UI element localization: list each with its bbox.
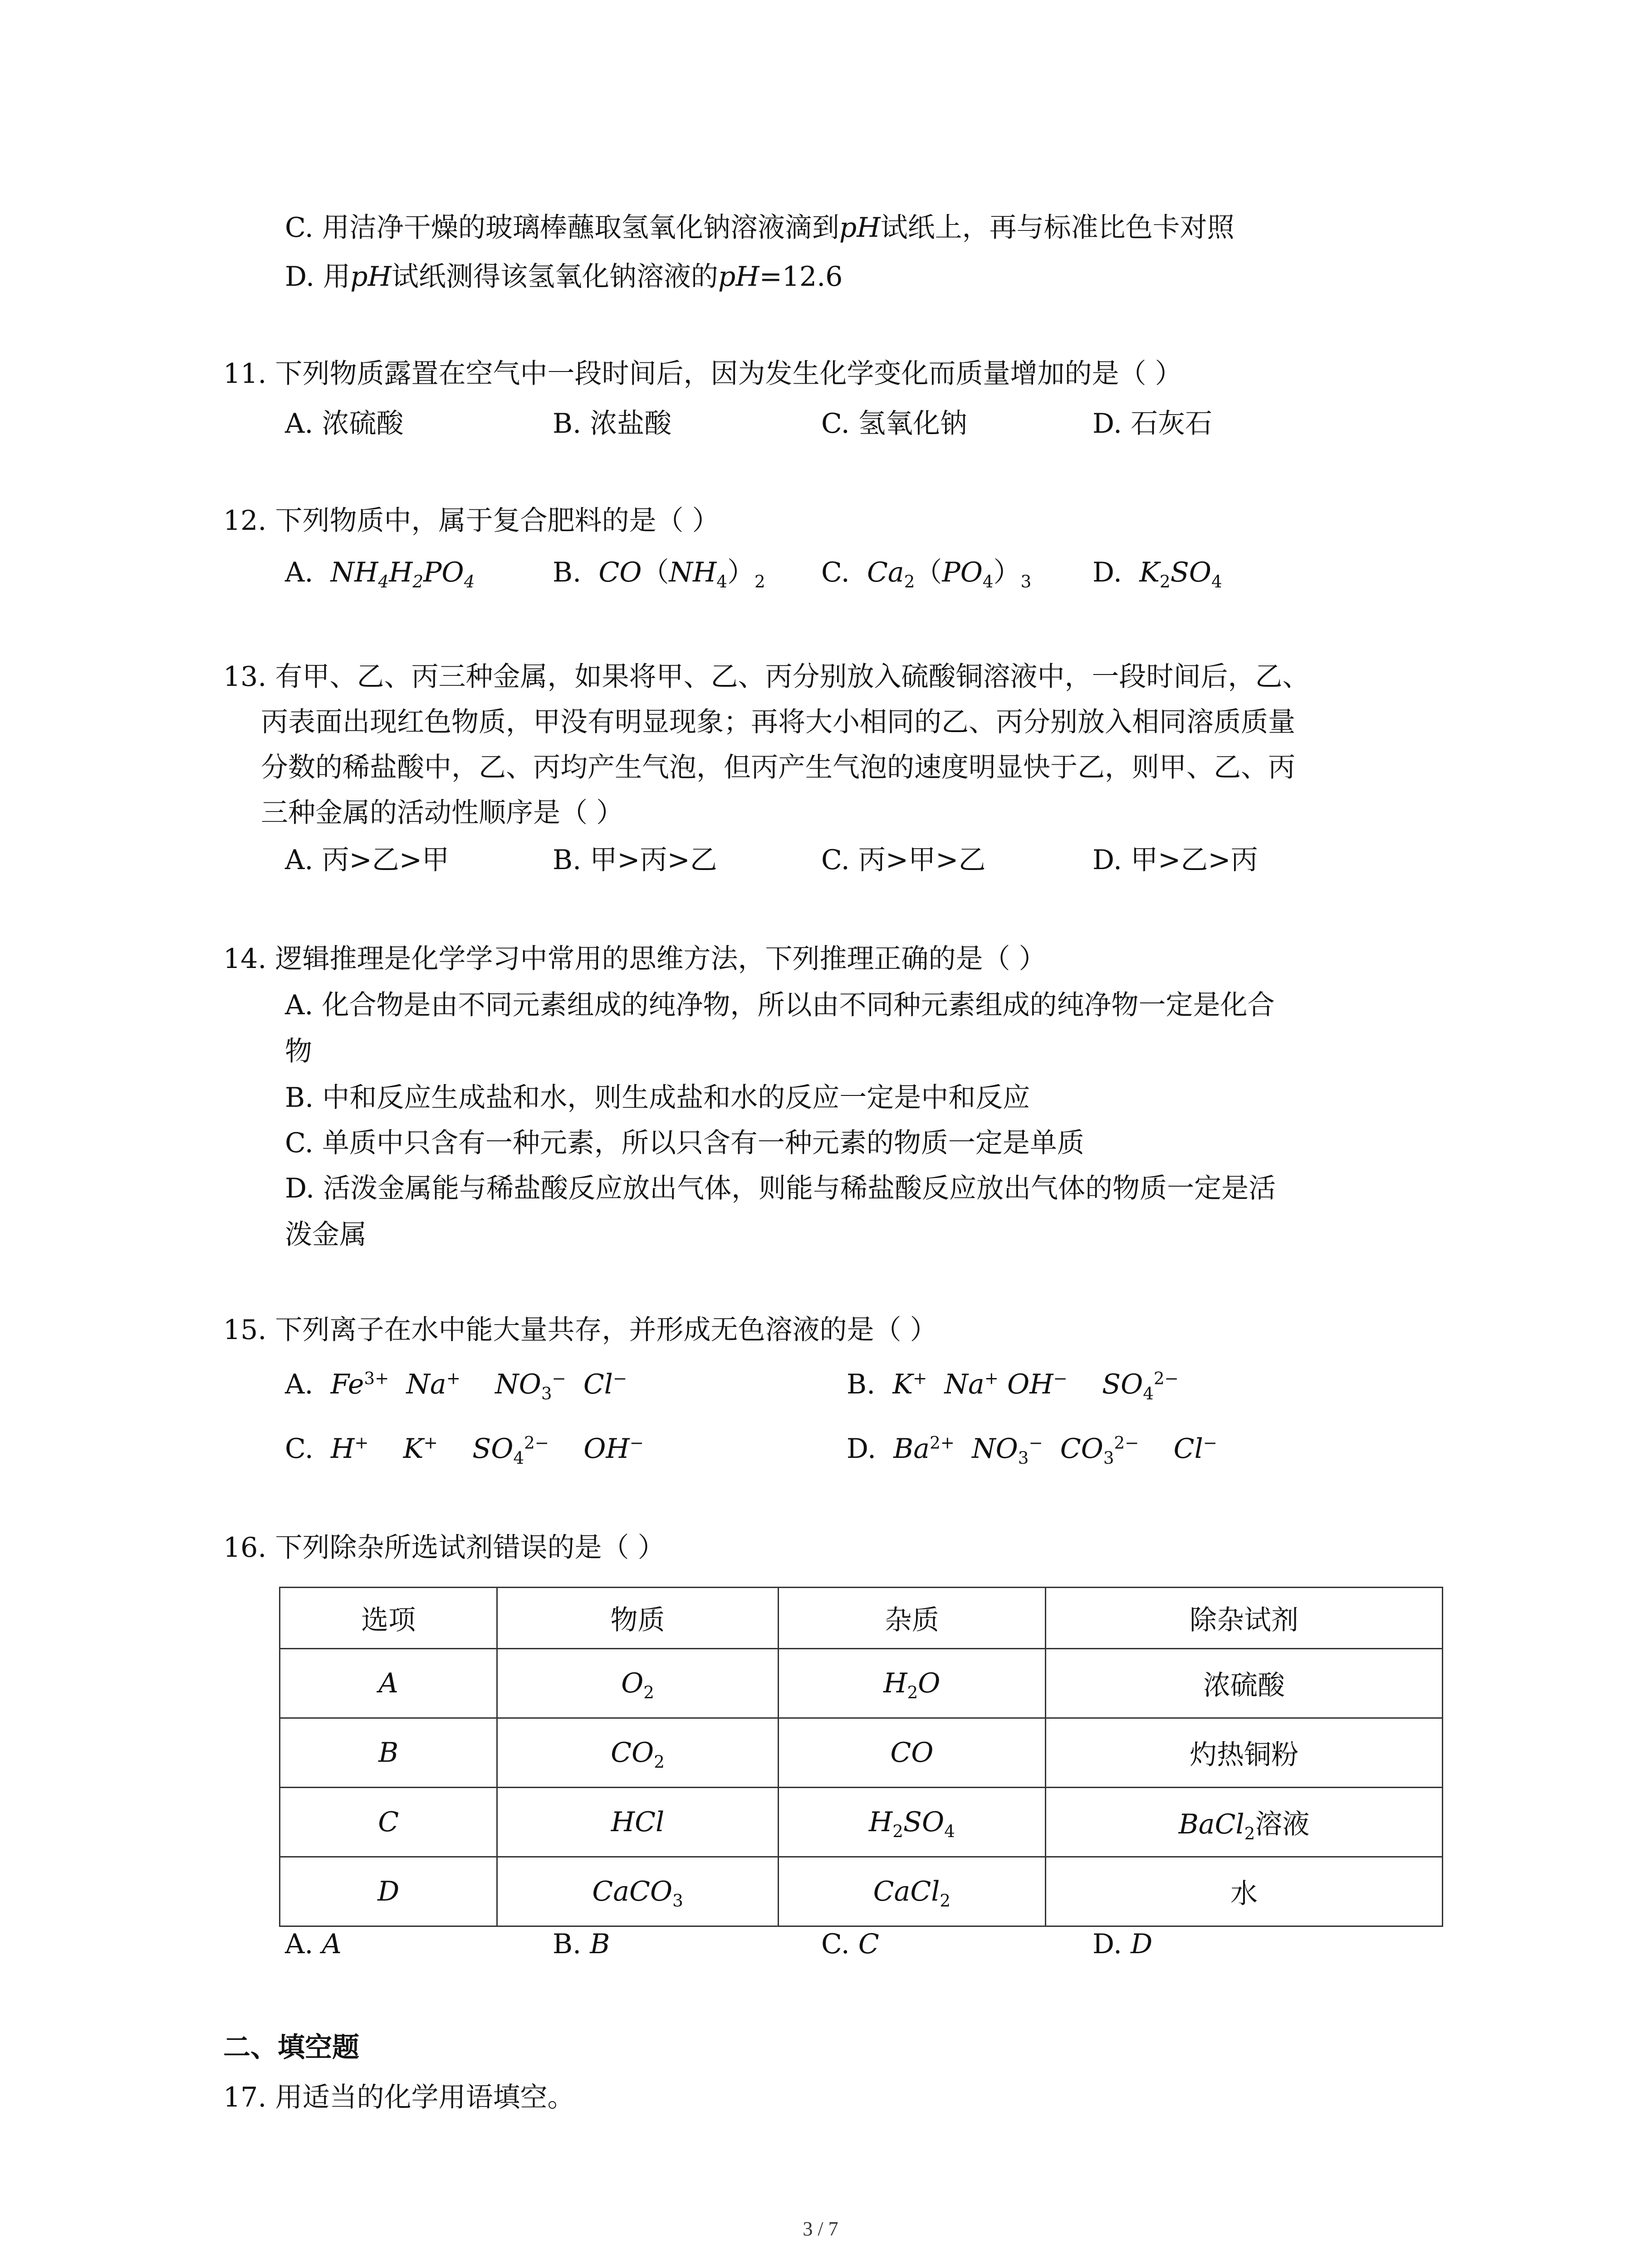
q14-option-a-line2: 物 — [285, 1036, 312, 1067]
q15-option-c: C. H+ K+ $SO_4^{2-}$ OH− — [285, 1432, 644, 1468]
q12-stem: 12. 下列物质中，属于复合肥料的是（ ） — [223, 505, 720, 537]
q11-option-c: C. 氢氧化钠 — [821, 408, 967, 440]
q16-option-d: D. D — [1092, 1928, 1153, 1960]
table-cell-impurity: $H_2O$ — [778, 1649, 1045, 1718]
q14-option-d-line2: 泼金属 — [285, 1219, 367, 1251]
q11-option-d: D. 石灰石 — [1092, 408, 1213, 440]
table-cell-impurity: CaCl$_2$ — [778, 1857, 1045, 1926]
q13-option-a: A. 丙>乙>甲 — [285, 844, 450, 876]
table-cell-substance: HCl — [497, 1788, 778, 1857]
table-row — [280, 1718, 1443, 1788]
q16-table — [279, 1587, 1443, 1927]
q12-option-a: A. $NH_4H_2PO_4$ — [285, 557, 475, 592]
q15-option-b: B. K+ Na+ OH− $SO_4^{2-}$ — [847, 1368, 1179, 1404]
q13-option-d: D. 甲>乙>丙 — [1092, 844, 1258, 876]
table-cell-option: D — [280, 1857, 497, 1926]
q14-option-b: B. 中和反应生成盐和水，则生成盐和水的反应一定是中和反应 — [285, 1082, 1030, 1114]
q13-stem-line4: 三种金属的活动性顺序是（ ） — [261, 797, 624, 829]
q15-option-a: A. $Fe^{3+}$ Na+ $NO_3^-$ Cl− — [285, 1368, 627, 1404]
table-cell-impurity: CO — [778, 1718, 1045, 1788]
q11-option-b: B. 浓盐酸 — [553, 408, 672, 440]
q14-option-a-line1: A. 化合物是由不同元素组成的纯净物，所以由不同种元素组成的纯净物一定是化合 — [285, 989, 1275, 1021]
q10-option-c: C. 用洁净干燥的玻璃棒蘸取氢氧化钠溶液滴到pH试纸上，再与标准比色卡对照 — [285, 212, 1234, 244]
table-cell-option: A — [280, 1649, 497, 1718]
table-cell-option: C — [280, 1788, 497, 1857]
page-number: 3 / 7 — [803, 2218, 838, 2240]
q11-stem: 11. 下列物质露置在空气中一段时间后，因为发生化学变化而质量增加的是（ ） — [223, 358, 1182, 390]
q12-option-d: D. $K_2SO_4$ — [1092, 557, 1222, 592]
table-cell-option: B — [280, 1718, 497, 1788]
q12-option-c: C. $Ca_2(PO_4)_3$ — [821, 557, 1032, 592]
table-row — [280, 1649, 1443, 1718]
q14-stem: 14. 逻辑推理是化学学习中常用的思维方法，下列推理正确的是（ ） — [223, 943, 1046, 975]
q17-stem: 17. 用适当的化学用语填空。 — [223, 2082, 575, 2113]
table-cell-substance: $CO_2$ — [497, 1718, 778, 1788]
table-cell-substance: CaCO$_3$ — [497, 1857, 778, 1926]
q13-option-c: C. 丙>甲>乙 — [821, 844, 986, 876]
section-title: 二、填空题 — [223, 2032, 359, 2063]
table-cell-reagent: BaCl$_2$溶液 — [1046, 1788, 1443, 1857]
q10-option-d: D. 用pH试纸测得该氢氧化钠溶液的pH=12.6 — [285, 261, 843, 293]
q14-option-d-line1: D. 活泼金属能与稀盐酸反应放出气体，则能与稀盐酸反应放出气体的物质一定是活 — [285, 1173, 1276, 1204]
table-cell-substance: $O_2$ — [497, 1649, 778, 1718]
q13-stem-line3: 分数的稀盐酸中，乙、丙均产生气泡，但丙产生气泡的速度明显快于乙，则甲、乙、丙 — [261, 752, 1295, 783]
q16-option-a: A. A — [285, 1928, 342, 1960]
table-header-cell: 杂质 — [778, 1588, 1045, 1649]
table-row — [280, 1788, 1443, 1857]
q15-stem: 15. 下列离子在水中能大量共存，并形成无色溶液的是（ ） — [223, 1314, 937, 1346]
table-cell-reagent: 灼热铜粉 — [1046, 1718, 1443, 1788]
table-row — [280, 1857, 1443, 1926]
table-header-cell: 除杂试剂 — [1046, 1588, 1443, 1649]
q14-option-c: C. 单质中只含有一种元素，所以只含有一种元素的物质一定是单质 — [285, 1127, 1084, 1159]
table-cell-reagent: 水 — [1046, 1857, 1443, 1926]
table-cell-impurity: $H_2SO_4$ — [778, 1788, 1045, 1857]
q13-stem-line2: 丙表面出现红色物质，甲没有明显现象；再将大小相同的乙、丙分别放入相同溶质质量 — [261, 706, 1295, 738]
q13-option-b: B. 甲>丙>乙 — [553, 844, 717, 876]
q16-option-c: C. C — [821, 1928, 879, 1960]
q16-option-b: B. B — [553, 1928, 610, 1960]
table-header-row — [280, 1588, 1443, 1649]
table-header-cell: 选项 — [280, 1588, 497, 1649]
q16-stem: 16. 下列除杂所选试剂错误的是（ ） — [223, 1532, 665, 1564]
q12-option-b: B. $CO(NH_4)_2$ — [553, 557, 765, 592]
q15-option-d: D. $Ba^{2+}$ $NO_3^-$ $CO_3^{2-}$ Cl− — [847, 1432, 1217, 1468]
q13-stem-line1: 13. 有甲、乙、丙三种金属，如果将甲、乙、丙分别放入硫酸铜溶液中，一段时间后，乙、 — [223, 661, 1310, 693]
q11-option-a: A. 浓硫酸 — [285, 408, 404, 440]
table-header-cell: 物质 — [497, 1588, 778, 1649]
table-cell-reagent: 浓硫酸 — [1046, 1649, 1443, 1718]
